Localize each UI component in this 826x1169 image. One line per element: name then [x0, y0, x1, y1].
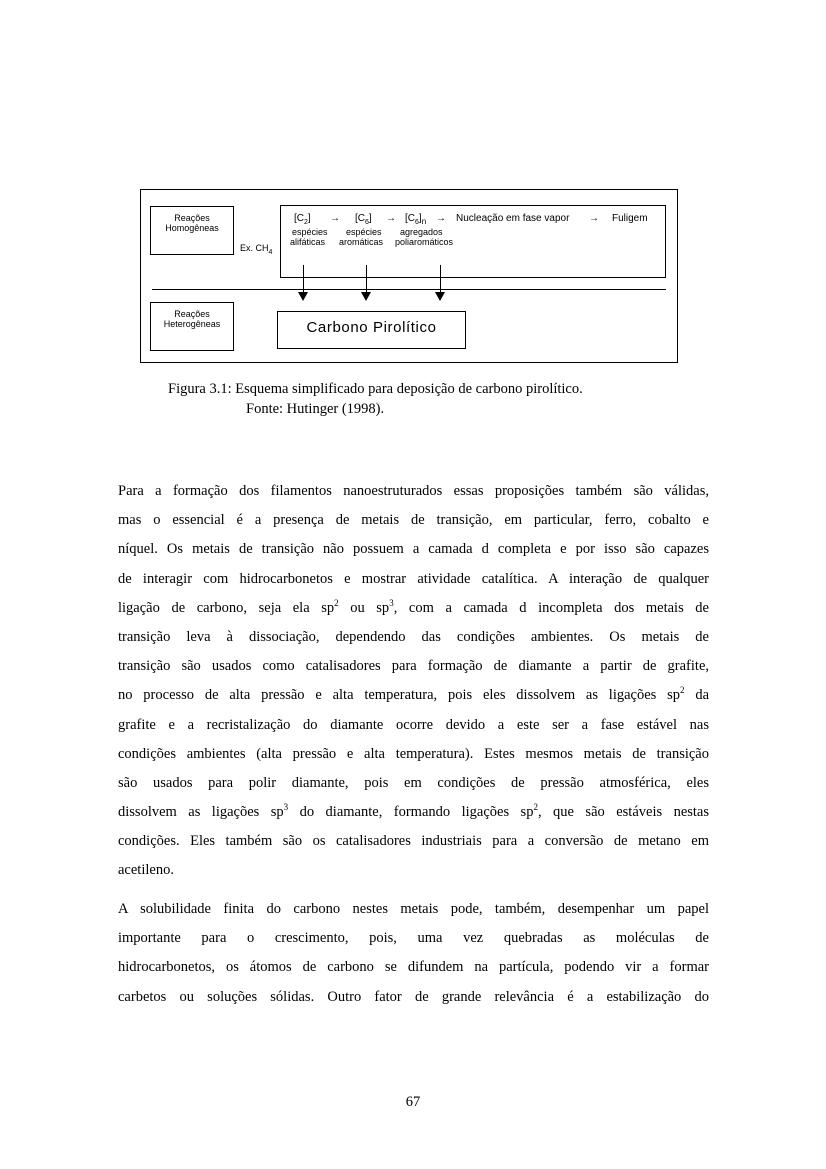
arrowhead-2-icon [361, 292, 371, 301]
c6n-sub: 6 [415, 219, 419, 226]
arrow-3: → [436, 213, 446, 224]
text-span: do diamante, formando ligações sp [288, 804, 534, 821]
text-line [118, 681, 709, 710]
paragraph-1 [118, 477, 709, 886]
c6-sub: 6 [365, 219, 369, 226]
c2-label: $[C_2]$ [294, 213, 311, 226]
agregados-label: agregados [400, 227, 443, 237]
text-span: , com a camada d incompleta dos metais de [393, 599, 709, 616]
text-line: condições. Eles também são os catalisadores industriais para a conversão de metano em [118, 833, 709, 850]
c6-label: $[C_6]$ [355, 213, 372, 226]
arrow-line-1 [303, 265, 304, 294]
fuligem-label: Fuligem [612, 213, 648, 224]
figure-source: Fonte: Hutinger (1998). [246, 401, 385, 417]
superscript: 3 [389, 597, 394, 608]
text-line: acetileno. [118, 862, 174, 879]
ex-ch4-label [240, 243, 272, 258]
page-number: 67 [405, 1094, 421, 1110]
text-span: da [684, 687, 710, 704]
arrowhead-3-icon [435, 292, 445, 301]
text-line [118, 798, 709, 827]
text-line [118, 594, 709, 623]
text-span: , que são estáveis nestas [537, 804, 710, 821]
alifaticas-label: alifáticas [290, 237, 326, 247]
heterog-line1: Reações [174, 309, 210, 319]
paragraph-2 [118, 895, 709, 1012]
aromaticas-label: aromáticas [339, 237, 384, 247]
text-line: A solubilidade finita do carbono nestes metais pode, também, desempenhar um papel [118, 901, 709, 917]
pyrolytic-carbon-label: Carbono Pirolítico [306, 319, 437, 336]
text-line: mas o essencial é a presença de metais de transição, em particular, ferro, cobalto e [118, 512, 709, 529]
text-line: condições ambientes (alta pressão e alta temperatura). Estes mesmos metais de transição [118, 745, 709, 762]
arrow-2: → [386, 213, 396, 224]
especies-2-label: espécies [346, 227, 382, 237]
arrow-1: → [330, 213, 340, 224]
c6n-label: $[C_6]_n$ [405, 213, 427, 226]
superscript: 2 [334, 597, 339, 608]
text-line: transição leva à dissociação, dependendo das condições ambientes. Os metais de [118, 628, 709, 645]
figure-caption: Figura 3.1: Esquema simplificado para deposição de carbono pirolítico. [168, 381, 583, 397]
heterogeneous-reactions-label [150, 309, 234, 329]
text-line: níquel. Os metais de transição não possuem a camada d completa e por isso são capazes [118, 541, 709, 558]
text-line: de interagir com hidrocarbonetos e mostrar atividade catalítica. A interação de qualquer [118, 570, 709, 587]
homog-line1: Reações [174, 213, 210, 223]
c6n-n: n [421, 217, 427, 226]
c2-sub: 2 [304, 219, 308, 226]
text-line: Para a formação dos filamentos nanoestruturados essas proposições também são válidas, [118, 483, 709, 499]
text-line: carbetos ou soluções sólidas. Outro fator de grande relevância é a estabilização do [118, 988, 709, 1005]
ex-ch4-text: Ex. CH [240, 243, 269, 253]
arrow-line-2 [366, 265, 367, 294]
text-line: transição são usados como catalisadores para formação de diamante a partir de grafite, [118, 658, 709, 675]
arrow-line-3 [440, 265, 441, 294]
text-span: ligação de carbono, seja ela sp [118, 599, 335, 616]
c6n-text: [C [405, 213, 415, 224]
poliaromaticos-label: poliaromáticos [395, 237, 454, 247]
text-line: grafite e a recristalização do diamante ocorre devido a este ser a fase estável nas [118, 716, 709, 733]
nucleacao-label: Nucleação em fase vapor [456, 213, 570, 224]
phase-divider-line [152, 289, 666, 290]
text-span: no processo de alta pressão e alta temperatura, pois eles dissolvem as ligações sp [118, 687, 681, 704]
ex-ch4-sub: 4 [268, 248, 273, 256]
homog-line2: Homogêneas [165, 223, 219, 233]
superscript: 2 [680, 685, 685, 696]
homogeneous-reactions-label [150, 213, 234, 233]
especies-1-label: espécies [292, 227, 328, 237]
text-span: ou sp [338, 599, 390, 616]
arrowhead-1-icon [298, 292, 308, 301]
arrow-4: → [589, 213, 599, 224]
superscript: 3 [283, 802, 289, 813]
heterog-line2: Heterogêneas [163, 319, 221, 329]
text-line: são usados para polir diamante, pois em condições de pressão atmosférica, eles [118, 774, 709, 791]
text-line: importante para o crescimento, pois, uma vez quebradas as moléculas de [118, 930, 709, 947]
text-span: dissolvem as ligações sp [118, 804, 284, 821]
c2-text: [C [294, 213, 304, 224]
text-line: hidrocarbonetos, os átomos de carbono se difundem na partícula, podendo vir a formar [118, 959, 709, 976]
c6-text: [C [355, 213, 365, 224]
superscript: 2 [533, 802, 538, 813]
